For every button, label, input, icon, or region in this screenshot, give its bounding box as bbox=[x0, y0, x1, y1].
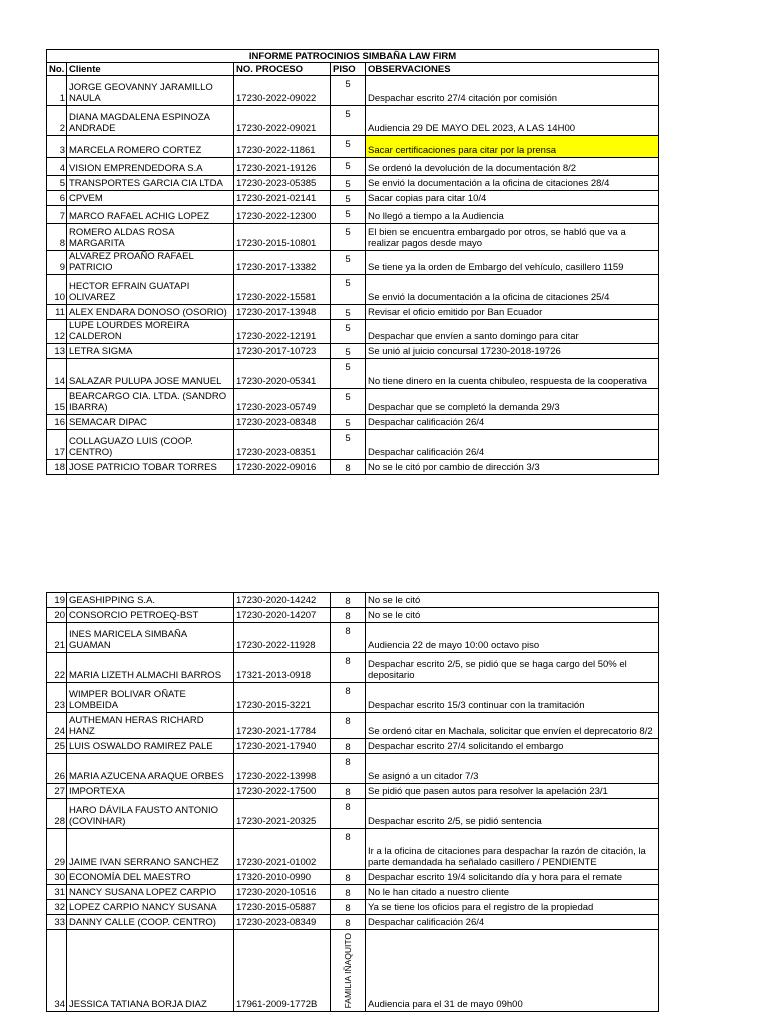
piso-cell: 5 bbox=[331, 206, 366, 224]
row-number: 24 bbox=[47, 713, 67, 739]
observaciones-cell: Despachar que se completó la demanda 29/3 bbox=[366, 389, 659, 415]
proceso-cell: 17230-2023-05385 bbox=[234, 176, 331, 191]
proceso-cell: 17230-2021-01002 bbox=[234, 829, 331, 870]
table-row bbox=[47, 900, 659, 915]
header-no: No. bbox=[47, 63, 67, 76]
piso-cell: 8 bbox=[331, 900, 366, 915]
cliente-cell: LUIS OSWALDO RAMIREZ PALE bbox=[67, 739, 234, 754]
observaciones-cell: Se asignó a un citador 7/3 bbox=[366, 754, 659, 784]
cliente-cell: IMPORTEXA bbox=[67, 784, 234, 799]
cliente-cell: MARIA AZUCENA ARAQUE ORBES bbox=[67, 754, 234, 784]
piso-cell: 5 bbox=[331, 320, 366, 344]
table-row bbox=[47, 191, 659, 206]
row-number: 13 bbox=[47, 344, 67, 359]
row-number: 33 bbox=[47, 915, 67, 930]
row-number: 29 bbox=[47, 829, 67, 870]
piso-cell: 8 bbox=[331, 653, 366, 683]
table-row bbox=[47, 739, 659, 754]
piso-vertical-label: FAMILIA IÑAQUITO bbox=[343, 933, 353, 1009]
row-number: 26 bbox=[47, 754, 67, 784]
piso-cell: 5 bbox=[331, 305, 366, 320]
cliente-cell: LETRA SIGMA bbox=[67, 344, 234, 359]
observaciones-cell: Audiencia para el 31 de mayo 09h00 bbox=[366, 930, 659, 1012]
row-number: 16 bbox=[47, 415, 67, 430]
observaciones-cell: Se unió al juicio concursal 17230-2018-19726 bbox=[366, 344, 659, 359]
piso-cell bbox=[331, 930, 366, 1012]
table-header-row bbox=[47, 63, 659, 76]
report-table-part-2 bbox=[46, 592, 659, 1012]
row-number: 7 bbox=[47, 206, 67, 224]
row-number: 11 bbox=[47, 305, 67, 320]
table-row bbox=[47, 930, 659, 1012]
observaciones-cell: Audiencia 29 DE MAYO DEL 2023, A LAS 14H00 bbox=[366, 106, 659, 136]
proceso-cell: 17230-2022-15581 bbox=[234, 275, 331, 305]
table-row bbox=[47, 224, 659, 251]
observaciones-cell: Sacar copias para citar 10/4 bbox=[366, 191, 659, 206]
proceso-cell: 17230-2021-20325 bbox=[234, 799, 331, 829]
table-row bbox=[47, 683, 659, 713]
cliente-cell: DANNY CALLE (COOP. CENTRO) bbox=[67, 915, 234, 930]
header-cliente: Cliente bbox=[67, 63, 234, 76]
piso-cell: 5 bbox=[331, 224, 366, 251]
table-row bbox=[47, 713, 659, 739]
piso-cell: 5 bbox=[331, 344, 366, 359]
piso-cell: 5 bbox=[331, 415, 366, 430]
proceso-cell: 17230-2017-10723 bbox=[234, 344, 331, 359]
cliente-cell: SEMACAR DIPAC bbox=[67, 415, 234, 430]
cliente-cell: HECTOR EFRAIN GUATAPI OLIVAREZ bbox=[67, 275, 234, 305]
observaciones-cell: Despachar escrito 2/5, se pidió sentencia bbox=[366, 799, 659, 829]
proceso-cell: 17230-2023-08349 bbox=[234, 915, 331, 930]
piso-cell: 5 bbox=[331, 251, 366, 275]
piso-cell: 5 bbox=[331, 359, 366, 389]
piso-cell: 5 bbox=[331, 389, 366, 415]
proceso-cell: 17230-2022-12191 bbox=[234, 320, 331, 344]
cliente-cell: LOPEZ CARPIO NANCY SUSANA bbox=[67, 900, 234, 915]
table-row bbox=[47, 870, 659, 885]
table-row bbox=[47, 305, 659, 320]
proceso-cell: 17230-2022-11861 bbox=[234, 136, 331, 158]
piso-cell: 5 bbox=[331, 106, 366, 136]
observaciones-cell: Despachar escrito 27/4 citación por comisión bbox=[366, 76, 659, 106]
piso-cell: 8 bbox=[331, 885, 366, 900]
table-row bbox=[47, 251, 659, 275]
observaciones-cell: Despachar calificación 26/4 bbox=[366, 430, 659, 460]
proceso-cell: 17321-2013-0918 bbox=[234, 653, 331, 683]
observaciones-cell: Despachar que envíen a santo domingo para citar bbox=[366, 320, 659, 344]
table-row bbox=[47, 460, 659, 475]
proceso-cell: 17230-2023-08351 bbox=[234, 430, 331, 460]
cliente-cell: TRANSPORTES GARCIA CIA LTDA bbox=[67, 176, 234, 191]
table-row bbox=[47, 359, 659, 389]
table-row bbox=[47, 76, 659, 106]
cliente-cell: SALAZAR PULUPA JOSE MANUEL bbox=[67, 359, 234, 389]
piso-cell: 5 bbox=[331, 76, 366, 106]
observaciones-cell: Se pidió que pasen autos para resolver la apelación 23/1 bbox=[366, 784, 659, 799]
piso-cell: 5 bbox=[331, 136, 366, 158]
table-row bbox=[47, 320, 659, 344]
cliente-cell: JOSE PATRICIO TOBAR TORRES bbox=[67, 460, 234, 475]
piso-cell: 5 bbox=[331, 430, 366, 460]
piso-cell: 5 bbox=[331, 176, 366, 191]
table-row bbox=[47, 106, 659, 136]
table-row bbox=[47, 389, 659, 415]
table-row bbox=[47, 885, 659, 900]
table-row bbox=[47, 158, 659, 176]
piso-cell: 8 bbox=[331, 870, 366, 885]
proceso-cell: 17320-2010-0990 bbox=[234, 870, 331, 885]
row-number: 17 bbox=[47, 430, 67, 460]
piso-cell: 8 bbox=[331, 739, 366, 754]
piso-cell: 5 bbox=[331, 158, 366, 176]
proceso-cell: 17230-2020-05341 bbox=[234, 359, 331, 389]
observaciones-cell: No tiene dinero en la cuenta chibuleo, respuesta de la cooperativa bbox=[366, 359, 659, 389]
observaciones-cell: Despachar calificación 26/4 bbox=[366, 415, 659, 430]
row-number: 12 bbox=[47, 320, 67, 344]
table-row bbox=[47, 915, 659, 930]
observaciones-cell: Audiencia 22 de mayo 10:00 octavo piso bbox=[366, 623, 659, 653]
report-title: INFORME PATROCINIOS SIMBAÑA LAW FIRM bbox=[47, 50, 659, 63]
cliente-cell: JORGE GEOVANNY JARAMILLO NAULA bbox=[67, 76, 234, 106]
proceso-cell: 17230-2022-12300 bbox=[234, 206, 331, 224]
table-row bbox=[47, 799, 659, 829]
proceso-cell: 17230-2021-02141 bbox=[234, 191, 331, 206]
table-row bbox=[47, 136, 659, 158]
proceso-cell: 17230-2015-3221 bbox=[234, 683, 331, 713]
header-observaciones: OBSERVACIONES bbox=[366, 63, 659, 76]
row-number: 15 bbox=[47, 389, 67, 415]
table-row bbox=[47, 653, 659, 683]
cliente-cell: NANCY SUSANA LOPEZ CARPIO bbox=[67, 885, 234, 900]
proceso-cell: 17230-2023-08348 bbox=[234, 415, 331, 430]
proceso-cell: 17230-2021-19126 bbox=[234, 158, 331, 176]
row-number: 30 bbox=[47, 870, 67, 885]
row-number: 2 bbox=[47, 106, 67, 136]
cliente-cell: CPVEM bbox=[67, 191, 234, 206]
cliente-cell: CONSORCIO PETROEQ-BST bbox=[67, 608, 234, 623]
cliente-cell: GEASHIPPING S.A. bbox=[67, 593, 234, 608]
row-number: 32 bbox=[47, 900, 67, 915]
cliente-cell: LUPE LOURDES MOREIRA CALDERON bbox=[67, 320, 234, 344]
cliente-cell: JAIME IVAN SERRANO SANCHEZ bbox=[67, 829, 234, 870]
row-number: 34 bbox=[47, 930, 67, 1012]
observaciones-cell: No se le citó bbox=[366, 608, 659, 623]
row-number: 20 bbox=[47, 608, 67, 623]
observaciones-cell: Despachar escrito 19/4 solicitando día y hora para el remate bbox=[366, 870, 659, 885]
piso-cell: 8 bbox=[331, 915, 366, 930]
observaciones-cell: Despachar escrito 15/3 continuar con la tramitación bbox=[366, 683, 659, 713]
cliente-cell: JESSICA TATIANA BORJA DIAZ bbox=[67, 930, 234, 1012]
observaciones-cell: Ya se tiene los oficios para el registro de la propiedad bbox=[366, 900, 659, 915]
piso-cell: 8 bbox=[331, 608, 366, 623]
observaciones-cell: Se ordenó citar en Machala, solicitar que envíen el deprecatorio 8/2 bbox=[366, 713, 659, 739]
row-number: 9 bbox=[47, 251, 67, 275]
row-number: 10 bbox=[47, 275, 67, 305]
piso-cell: 5 bbox=[331, 191, 366, 206]
cliente-cell: HARO DÁVILA FAUSTO ANTONIO (COVINHAR) bbox=[67, 799, 234, 829]
header-piso: PISO bbox=[331, 63, 366, 76]
proceso-cell: 17230-2020-14207 bbox=[234, 608, 331, 623]
observaciones-cell: Se envió la documentación a la oficina de citaciones 28/4 bbox=[366, 176, 659, 191]
proceso-cell: 17230-2022-09016 bbox=[234, 460, 331, 475]
proceso-cell: 17961-2009-1772B bbox=[234, 930, 331, 1012]
table-row bbox=[47, 754, 659, 784]
observaciones-cell: No llegó a tiempo a la Audiencia bbox=[366, 206, 659, 224]
proceso-cell: 17230-2017-13382 bbox=[234, 251, 331, 275]
observaciones-cell: Despachar calificación 26/4 bbox=[366, 915, 659, 930]
cliente-cell: ECONOMÍA DEL MAESTRO bbox=[67, 870, 234, 885]
table-row bbox=[47, 829, 659, 870]
cliente-cell: WIMPER BOLIVAR OÑATE LOMBEIDA bbox=[67, 683, 234, 713]
row-number: 18 bbox=[47, 460, 67, 475]
table-row bbox=[47, 784, 659, 799]
proceso-cell: 17230-2022-11928 bbox=[234, 623, 331, 653]
proceso-cell: 17230-2017-13948 bbox=[234, 305, 331, 320]
row-number: 8 bbox=[47, 224, 67, 251]
observaciones-cell: Se ordenó la devolución de la documentación 8/2 bbox=[366, 158, 659, 176]
header-proceso: NO. PROCESO bbox=[234, 63, 331, 76]
row-number: 6 bbox=[47, 191, 67, 206]
observaciones-cell: Despachar escrito 27/4 solicitando el embargo bbox=[366, 739, 659, 754]
piso-cell: 8 bbox=[331, 784, 366, 799]
cliente-cell: ALVAREZ PROAÑO RAFAEL PATRICIO bbox=[67, 251, 234, 275]
piso-cell: 8 bbox=[331, 754, 366, 784]
observaciones-cell: Se tiene ya la orden de Embargo del vehículo, casillero 1159 bbox=[366, 251, 659, 275]
proceso-cell: 17230-2022-09021 bbox=[234, 106, 331, 136]
table-row bbox=[47, 608, 659, 623]
observaciones-cell: Sacar certificaciones para citar por la prensa bbox=[366, 136, 659, 158]
cliente-cell: INES MARICELA SIMBAÑA GUAMAN bbox=[67, 623, 234, 653]
proceso-cell: 17230-2022-17500 bbox=[234, 784, 331, 799]
observaciones-cell: Ir a la oficina de citaciones para despachar la razón de citación, la parte demandada ha señalado casillero / PENDIENTE bbox=[366, 829, 659, 870]
observaciones-cell: Revisar el oficio emitido por Ban Ecuador bbox=[366, 305, 659, 320]
piso-cell: 8 bbox=[331, 829, 366, 870]
cliente-cell: MARIA LIZETH ALMACHI BARROS bbox=[67, 653, 234, 683]
row-number: 25 bbox=[47, 739, 67, 754]
proceso-cell: 17230-2015-10801 bbox=[234, 224, 331, 251]
row-number: 1 bbox=[47, 76, 67, 106]
piso-cell: 8 bbox=[331, 593, 366, 608]
observaciones-cell: Se envió la documentación a la oficina de citaciones 25/4 bbox=[366, 275, 659, 305]
proceso-cell: 17230-2021-17940 bbox=[234, 739, 331, 754]
cliente-cell: COLLAGUAZO LUIS (COOP. CENTRO) bbox=[67, 430, 234, 460]
row-number: 4 bbox=[47, 158, 67, 176]
proceso-cell: 17230-2022-09022 bbox=[234, 76, 331, 106]
cliente-cell: MARCO RAFAEL ACHIG LOPEZ bbox=[67, 206, 234, 224]
proceso-cell: 17230-2022-13998 bbox=[234, 754, 331, 784]
row-number: 22 bbox=[47, 653, 67, 683]
cliente-cell: ROMERO ALDAS ROSA MARGARITA bbox=[67, 224, 234, 251]
cliente-cell: AUTHEMAN HERAS RICHARD HANZ bbox=[67, 713, 234, 739]
report-table-part-1 bbox=[46, 49, 659, 475]
piso-cell: 8 bbox=[331, 799, 366, 829]
piso-cell: 8 bbox=[331, 683, 366, 713]
proceso-cell: 17230-2020-10516 bbox=[234, 885, 331, 900]
piso-cell: 8 bbox=[331, 713, 366, 739]
cliente-cell: MARCELA ROMERO CORTEZ bbox=[67, 136, 234, 158]
cliente-cell: BEARCARGO CIA. LTDA. (SANDRO IBARRA) bbox=[67, 389, 234, 415]
row-number: 28 bbox=[47, 799, 67, 829]
observaciones-cell: No le han citado a nuestro cliente bbox=[366, 885, 659, 900]
row-number: 14 bbox=[47, 359, 67, 389]
cliente-cell: DIANA MAGDALENA ESPINOZA ANDRADE bbox=[67, 106, 234, 136]
row-number: 31 bbox=[47, 885, 67, 900]
piso-cell: 8 bbox=[331, 623, 366, 653]
piso-cell: 8 bbox=[331, 460, 366, 475]
proceso-cell: 17230-2020-14242 bbox=[234, 593, 331, 608]
cliente-cell: ALEX ENDARA DONOSO (OSORIO) bbox=[67, 305, 234, 320]
piso-cell: 5 bbox=[331, 275, 366, 305]
observaciones-cell: Despachar escrito 2/5, se pidió que se haga cargo del 50% el depositario bbox=[366, 653, 659, 683]
row-number: 23 bbox=[47, 683, 67, 713]
row-number: 5 bbox=[47, 176, 67, 191]
observaciones-cell: No se le citó bbox=[366, 593, 659, 608]
table-row bbox=[47, 593, 659, 608]
table-row bbox=[47, 344, 659, 359]
row-number: 3 bbox=[47, 136, 67, 158]
table-row bbox=[47, 176, 659, 191]
observaciones-cell: No se le citó por cambio de dirección 3/3 bbox=[366, 460, 659, 475]
table-row bbox=[47, 415, 659, 430]
row-number: 27 bbox=[47, 784, 67, 799]
proceso-cell: 17230-2015-05887 bbox=[234, 900, 331, 915]
proceso-cell: 17230-2023-05749 bbox=[234, 389, 331, 415]
observaciones-cell: El bien se encuentra embargado por otros, se habló que va a realizar pagos desde mayo bbox=[366, 224, 659, 251]
table-row bbox=[47, 275, 659, 305]
row-number: 21 bbox=[47, 623, 67, 653]
cliente-cell: VISION EMPRENDEDORA S.A bbox=[67, 158, 234, 176]
table-row bbox=[47, 623, 659, 653]
table-row bbox=[47, 430, 659, 460]
table-row bbox=[47, 206, 659, 224]
proceso-cell: 17230-2021-17784 bbox=[234, 713, 331, 739]
row-number: 19 bbox=[47, 593, 67, 608]
